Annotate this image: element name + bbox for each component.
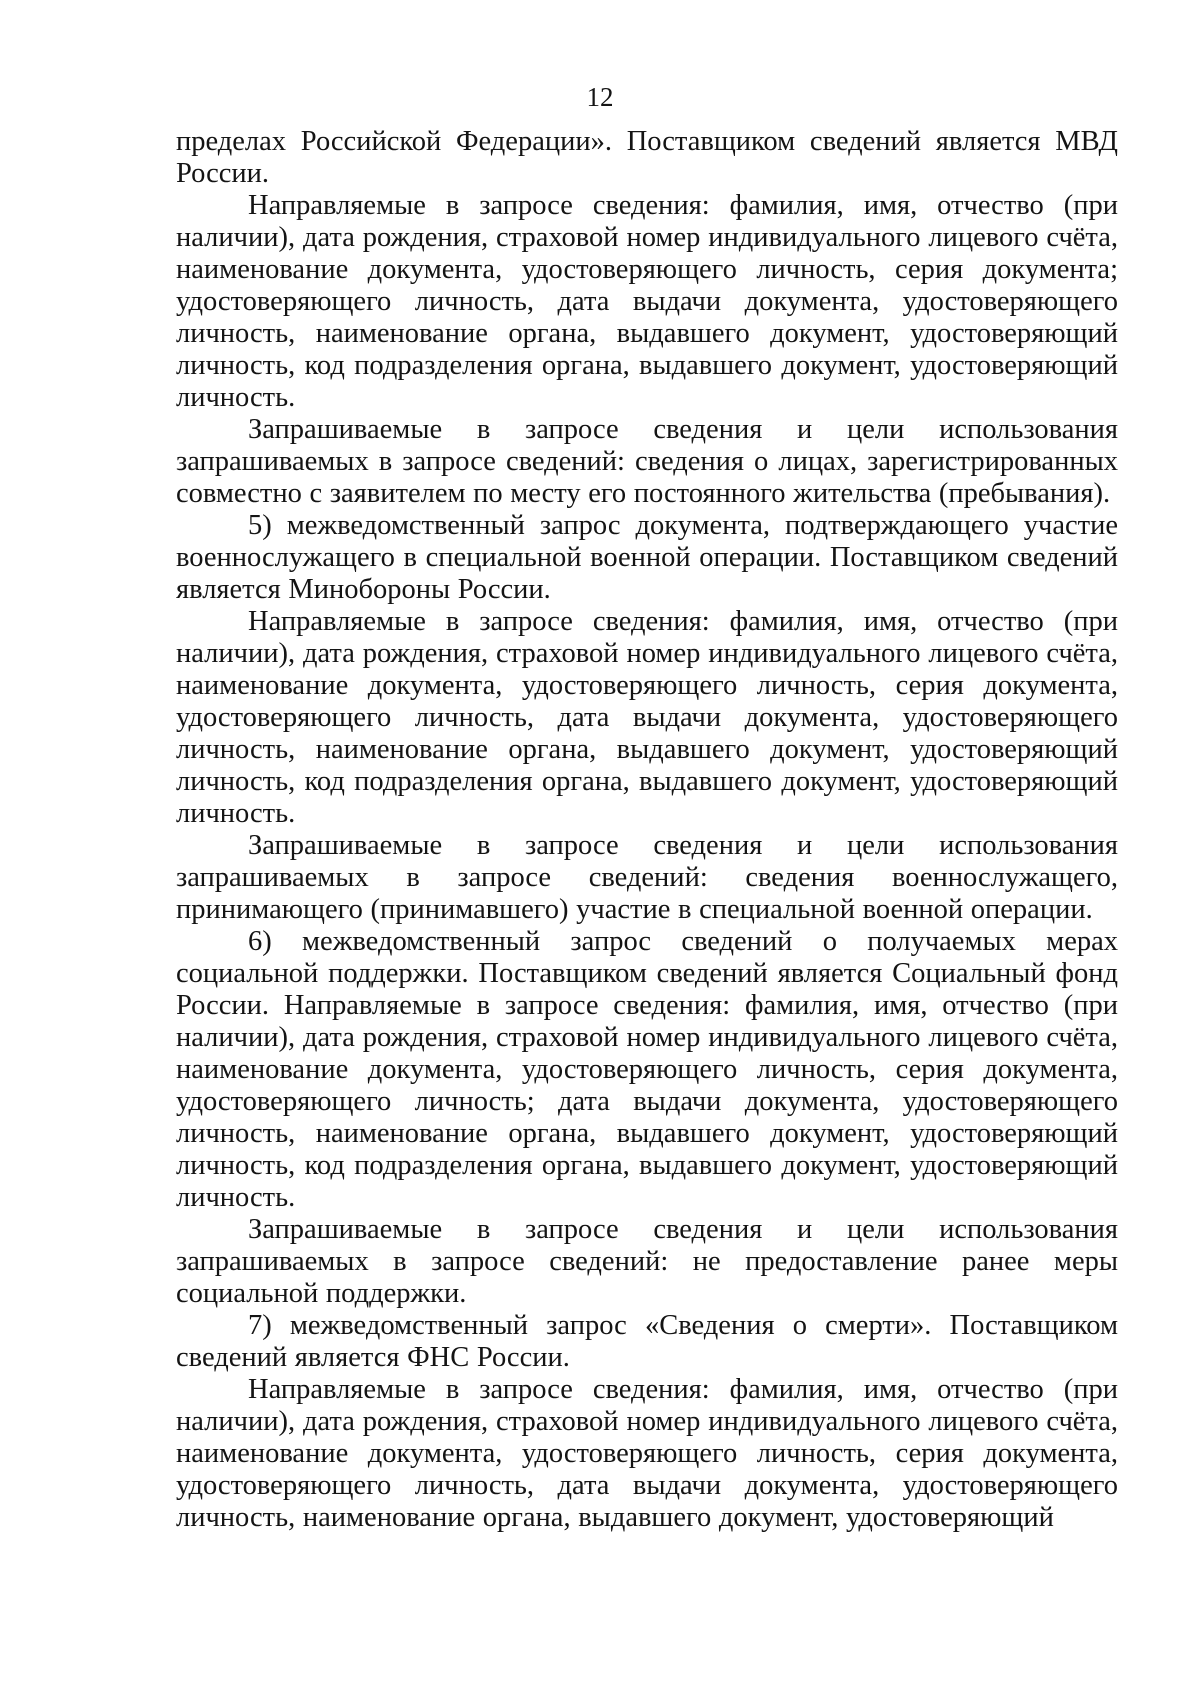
paragraph-requested-data-mvd: Запрашиваемые в запросе сведения и цели использования запрашиваемых в запросе сведений: сведения о лицах, зарегистрированных совместно с заявителем по месту его постоянного жительства (пребывания). [176, 414, 1118, 509]
paragraph-request-5: 5) межведомственный запрос документа, подтверждающего участие военнослужащего в специальной военной операции. Поставщиком сведений является Минобороны России. [176, 510, 1118, 605]
paragraph-requested-data-mod: Запрашиваемые в запросе сведения и цели использования запрашиваемых в запросе сведений: сведения военнослужащего, принимающего (принимавшего) участие в специальной военной операции. [176, 830, 1118, 925]
paragraph-request-7: 7) межведомственный запрос «Сведения о смерти». Поставщиком сведений является ФНС России. [176, 1310, 1118, 1373]
paragraph-sent-data-mod: Направляемые в запросе сведения: фамилия, имя, отчество (при наличии), дата рождения, страховой номер индивидуального лицевого счёта, наименование документа, удостоверяющего личность, серия документа, удостоверяющего личность, дата выдачи документа, удостоверяющего личность, наименование органа, выдавшего документ, удостоверяющий личность, код подразделения органа, выдавшего документ, удостоверяющий личность. [176, 606, 1118, 829]
paragraph-sent-data-fns: Направляемые в запросе сведения: фамилия, имя, отчество (при наличии), дата рождения, страховой номер индивидуального лицевого счёта, наименование документа, удостоверяющего личность, серия документа, удостоверяющего личность, дата выдачи документа, удостоверяющего личность, наименование органа, выдавшего документ, удостоверяющий [176, 1374, 1118, 1533]
paragraph-sent-data-mvd: Направляемые в запросе сведения: фамилия, имя, отчество (при наличии), дата рождения, страховой номер индивидуального лицевого счёта, наименование документа, удостоверяющего личность, серия документа; удостоверяющего личность, дата выдачи документа, удостоверяющего личность, наименование органа, выдавшего документ, удостоверяющий личность, код подразделения органа, выдавшего документ, удостоверяющий личность. [176, 190, 1118, 413]
paragraph-requested-data-sfr: Запрашиваемые в запросе сведения и цели использования запрашиваемых в запросе сведений: не предоставление ранее меры социальной поддержки. [176, 1214, 1118, 1309]
page-number: 12 [586, 82, 614, 112]
paragraph-request-6: 6) межведомственный запрос сведений о получаемых мерах социальной поддержки. Поставщиком сведений является Социальный фонд России. Направляемые в запросе сведения: фамилия, имя, отчество (при наличии), дата рождения, страховой номер индивидуального лицевого счёта, наименование документа, удостоверяющего личность, серия документа, удостоверяющего личность; дата выдачи документа, удостоверяющего личность, наименование органа, выдавшего документ, удостоверяющий личность, код подразделения органа, выдавшего документ, удостоверяющий личность. [176, 926, 1118, 1213]
paragraph-mvd-continuation: пределах Российской Федерации». Поставщиком сведений является МВД России. [176, 126, 1118, 189]
document-body [176, 126, 1118, 1534]
